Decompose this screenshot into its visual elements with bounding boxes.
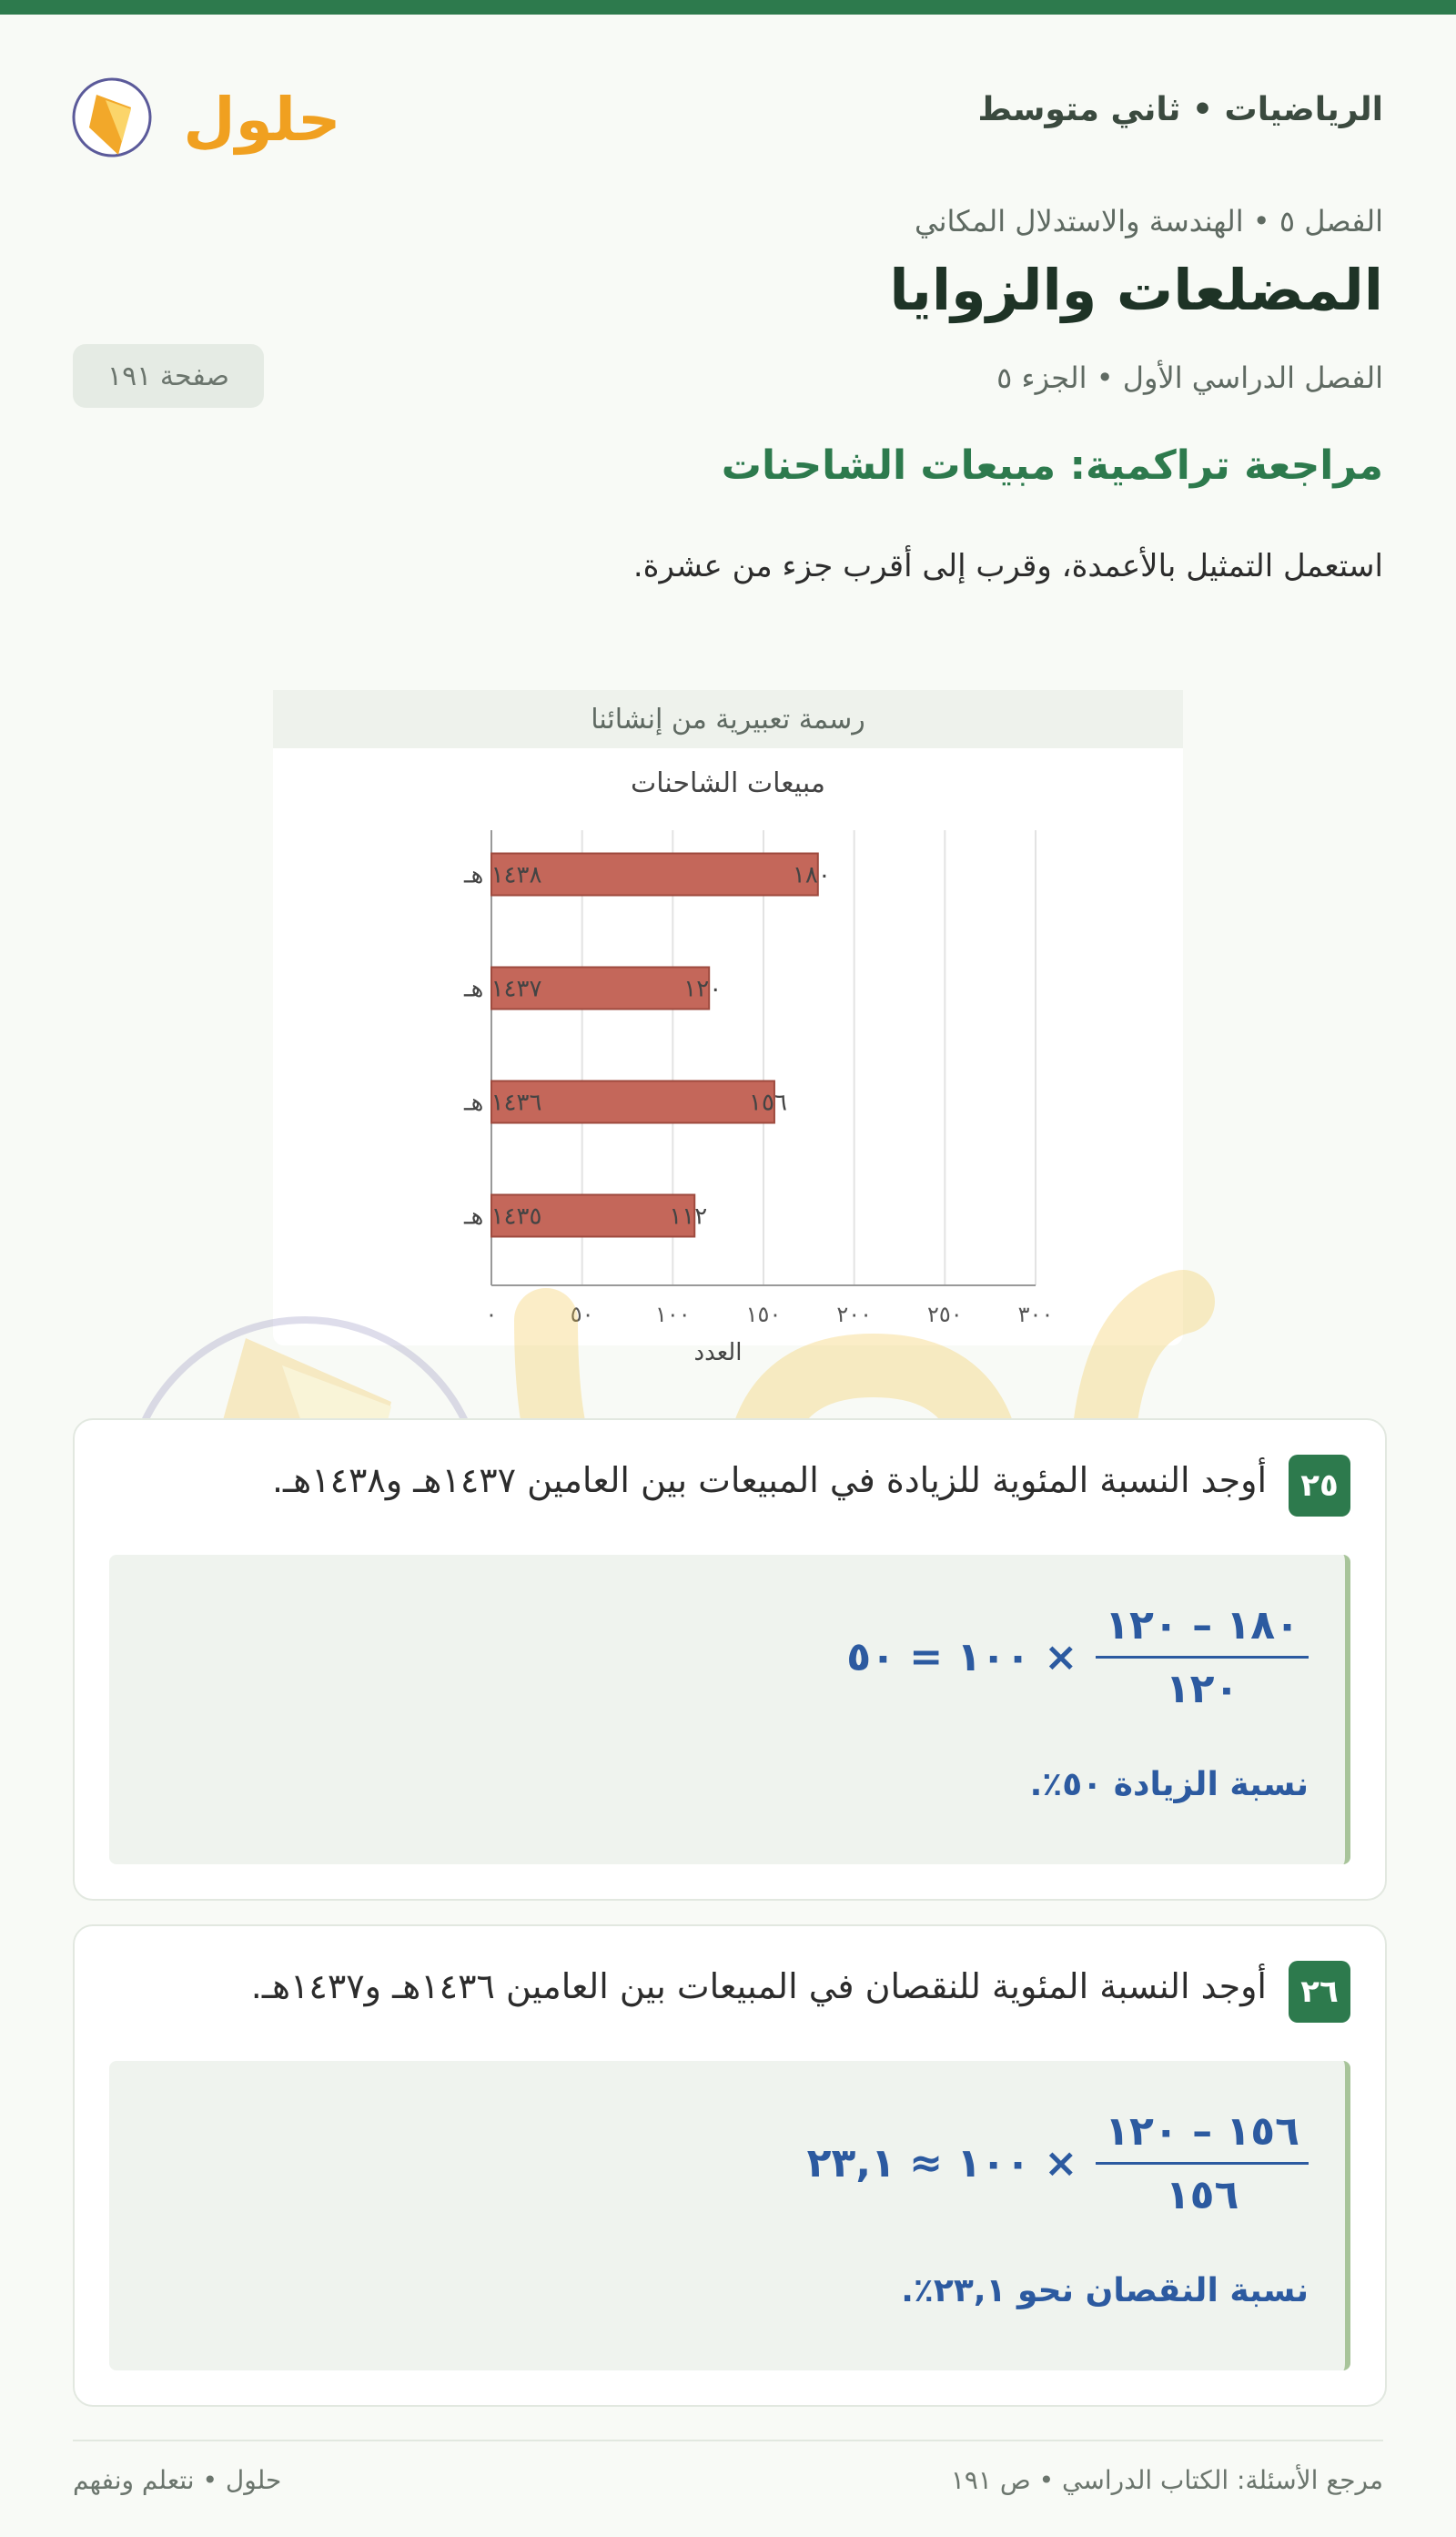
category-label: ١٤٣٦ هـ — [464, 1089, 542, 1117]
page-title: المضلعات والزوايا — [889, 257, 1383, 323]
instruction-text: استعمل التمثيل بالأعمدة، وقرب إلى أقرب جزء من عشرة. — [632, 548, 1383, 584]
x-tick-label: ١٠٠ — [654, 1302, 691, 1327]
answer-statement: نسبة الزيادة ٥٠٪. — [1029, 1766, 1309, 1803]
question-number-badge: ٢٦ — [1289, 1961, 1350, 2023]
bar-value-label: ١٨٠ — [792, 861, 831, 889]
percent-change-formula — [807, 2108, 1309, 2218]
fraction-denominator: ١٥٦ — [1165, 2172, 1239, 2218]
question-text: أوجد النسبة المئوية للنقصان في المبيعات بين العامين ١٤٣٦هـ و١٤٣٧هـ. — [250, 1966, 1267, 2006]
question-card-26 — [73, 1924, 1387, 2407]
x-tick-label: ٠ — [485, 1302, 498, 1327]
x-tick-label: ٢٠٠ — [836, 1302, 873, 1327]
fraction — [1096, 2108, 1309, 2218]
section-title: مراجعة تراكمية: مبيعات الشاحنات — [721, 442, 1383, 489]
footer-brand: حلول • نتعلم ونفهم — [73, 2465, 282, 2495]
top-accent-bar — [0, 0, 1456, 15]
question-text: أوجد النسبة المئوية للزيادة في المبيعات بين العامين ١٤٣٧هـ و١٤٣٨هـ. — [271, 1460, 1267, 1500]
solution-box — [109, 1555, 1350, 1864]
formula-result: × ١٠٠ = ٥٠ — [846, 1634, 1078, 1680]
footer-reference: مرجع الأسئلة: الكتاب الدراسي • ص ١٩١ — [950, 2465, 1383, 2495]
x-tick-label: ١٥٠ — [745, 1302, 782, 1327]
x-tick-label: ٣٠٠ — [1017, 1302, 1054, 1327]
bar-value-label: ١٢٠ — [683, 975, 723, 1003]
category-label: ١٤٣٥ هـ — [464, 1203, 542, 1231]
bar-value-label: ١١٢ — [669, 1203, 708, 1231]
logo-text: حلول — [183, 85, 341, 155]
question-card-25 — [73, 1418, 1387, 1901]
fraction-numerator: ١٥٦ – ١٢٠ — [1096, 2108, 1309, 2165]
bar-chart — [273, 748, 1183, 1366]
question-number-badge: ٢٥ — [1289, 1455, 1350, 1517]
category-label: ١٤٣٧ هـ — [464, 975, 542, 1003]
subject-label: الرياضيات • ثاني متوسط — [977, 91, 1383, 128]
bar-value-label: ١٥٦ — [749, 1089, 787, 1117]
category-label: ١٤٣٨ هـ — [464, 861, 542, 889]
footer-divider — [73, 2440, 1383, 2441]
page-number-badge: صفحة ١٩١ — [73, 344, 264, 408]
x-tick-label: ٢٥٠ — [926, 1302, 963, 1327]
chart-card — [273, 690, 1183, 1366]
term-label: الفصل الدراسي الأول • الجزء ٥ — [996, 360, 1383, 395]
x-axis-title: العدد — [693, 1339, 743, 1366]
chapter-label: الفصل ٥ • الهندسة والاستدلال المكاني — [914, 204, 1383, 238]
answer-statement: نسبة النقصان نحو ٢٣,١٪. — [901, 2272, 1309, 2309]
fraction — [1096, 1602, 1309, 1712]
formula-result: × ١٠٠ ≈ ٢٣,١ — [806, 2140, 1078, 2187]
halool-logo — [71, 67, 341, 167]
solution-box — [109, 2061, 1350, 2370]
percent-change-formula — [846, 1602, 1309, 1712]
fraction-numerator: ١٨٠ – ١٢٠ — [1096, 1602, 1309, 1659]
chart-caption: رسمة تعبيرية من إنشائنا — [273, 690, 1183, 748]
fraction-denominator: ١٢٠ — [1165, 1666, 1239, 1712]
chart-title: مبيعات الشاحنات — [631, 767, 825, 799]
x-tick-label: ٥٠ — [570, 1302, 594, 1327]
